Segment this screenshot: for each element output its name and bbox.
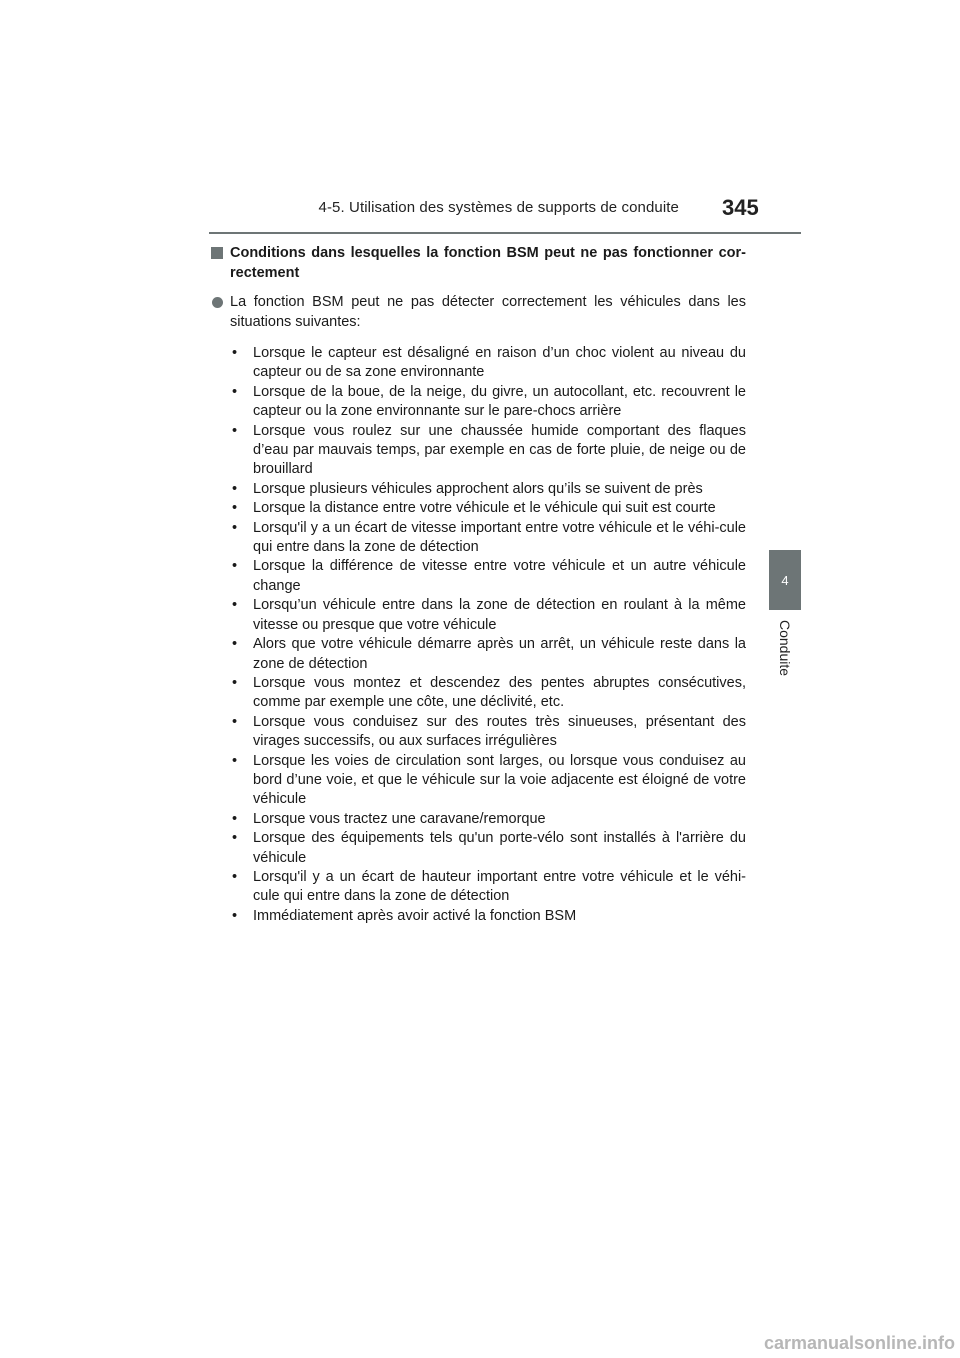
dot-bullet-icon: • xyxy=(232,480,238,497)
square-bullet-icon xyxy=(211,247,223,259)
list-item xyxy=(232,635,746,674)
chapter-tab xyxy=(769,550,801,610)
list-item xyxy=(232,829,746,868)
list-item-text: Lorsque vous conduisez sur des routes très sinueuses, présentant des virages successifs, ou aux surfaces irrégulières xyxy=(253,713,746,750)
list-item xyxy=(232,480,746,499)
dot-bullet-icon: • xyxy=(232,636,238,653)
list-item-text: Lorsque plusieurs véhicules approchent alors qu’ils se suivent de près xyxy=(253,480,703,497)
list-item xyxy=(232,519,746,558)
dot-bullet-icon: • xyxy=(232,907,238,924)
dot-bullet-icon: • xyxy=(232,752,238,769)
dot-bullet-icon: • xyxy=(232,345,238,361)
list-item-text: Lorsque de la boue, de la neige, du givre, un autocollant, etc. recouvrent le capteur ou la zone environnante sur le pare-chocs arrière xyxy=(253,383,746,420)
list-item xyxy=(232,557,746,596)
list-item xyxy=(232,674,746,713)
list-item-text: Lorsque vous roulez sur une chaussée humide comportant des flaques d’eau par mauvais temps, par exemple en cas de forte pluie, de neige ou de brouillard xyxy=(253,422,746,478)
dot-bullet-icon: • xyxy=(232,519,238,536)
dot-bullet-icon: • xyxy=(232,558,238,575)
dot-bullet-icon: • xyxy=(232,422,238,439)
dot-bullet-icon: • xyxy=(232,810,238,827)
list-item-text: Lorsqu'il y a un écart de hauteur important entre votre véhicule et le véhi-cule qui entre dans la zone de détection xyxy=(253,868,746,905)
list-item-text: Lorsque la distance entre votre véhicule et le véhicule qui suit est courte xyxy=(253,500,716,517)
list-item xyxy=(232,344,746,383)
list-item-text: Lorsque le capteur est désaligné en raison d’un choc violent au niveau du capteur ou de sa zone environnante xyxy=(253,345,746,381)
dot-bullet-icon: • xyxy=(232,674,238,691)
list-item xyxy=(232,596,746,635)
chapter-label-text: Conduite xyxy=(777,619,794,677)
list-item-text: Lorsque vous montez et descendez des pentes abruptes consécutives, comme par exemple une côte, une déclivité, etc. xyxy=(253,674,746,711)
section-heading-text: Conditions dans lesquelles la fonction BSM peut ne pas fonctionner cor-rectement xyxy=(230,245,746,281)
list-item xyxy=(232,422,746,480)
list-item xyxy=(232,499,746,518)
list-item-text: Immédiatement après avoir activé la fonction BSM xyxy=(253,907,577,924)
header-section-title: 4-5. Utilisation des systèmes de supports de conduite xyxy=(318,199,679,216)
header-divider xyxy=(209,232,801,234)
page-number: 345 xyxy=(722,195,759,220)
dot-bullet-icon: • xyxy=(232,383,238,400)
list-item-text: Lorsqu'il y a un écart de vitesse important entre votre véhicule et le véhi-cule qui entre dans la zone de détection xyxy=(253,519,746,556)
list-item xyxy=(232,868,746,907)
list-item-text: Lorsqu’un véhicule entre dans la zone de détection en roulant à la même vitesse ou presque que votre véhicule xyxy=(253,597,746,633)
dot-bullet-icon: • xyxy=(232,713,238,730)
list-item-text: Alors que votre véhicule démarre après un arrêt, un véhicule reste dans la zone de détection xyxy=(253,636,746,672)
chapter-label xyxy=(768,616,802,680)
chapter-number: 4 xyxy=(781,572,789,588)
section-heading xyxy=(211,243,746,283)
list-item xyxy=(232,810,746,829)
situation-list xyxy=(211,344,746,926)
list-item xyxy=(232,752,746,810)
list-item xyxy=(232,383,746,422)
list-item-text: Lorsque les voies de circulation sont larges, ou lorsque vous conduisez au bord d’une voie, et que le véhicule sur la voie adjacente est éloigné de votre véhicule xyxy=(253,752,746,808)
list-item xyxy=(232,713,746,752)
bullet-paragraph xyxy=(211,293,746,332)
circle-bullet-icon xyxy=(212,297,223,308)
list-item-text: Lorsque des équipements tels qu'un porte-vélo sont installés à l'arrière du véhicule xyxy=(253,830,746,866)
dot-bullet-icon: • xyxy=(232,830,238,847)
dot-bullet-icon: • xyxy=(232,868,238,885)
list-item-text: Lorsque la différence de vitesse entre votre véhicule et un autre véhicule change xyxy=(253,558,746,594)
main-content xyxy=(211,243,746,926)
dot-bullet-icon: • xyxy=(232,597,238,614)
dot-bullet-icon: • xyxy=(232,500,238,517)
list-item xyxy=(232,907,746,926)
list-item-text: Lorsque vous tractez une caravane/remorque xyxy=(253,810,546,827)
bullet-paragraph-text: La fonction BSM peut ne pas détecter correctement les véhicules dans les situations suivantes: xyxy=(230,294,746,330)
watermark: carmanualsonline.info xyxy=(0,1329,960,1358)
